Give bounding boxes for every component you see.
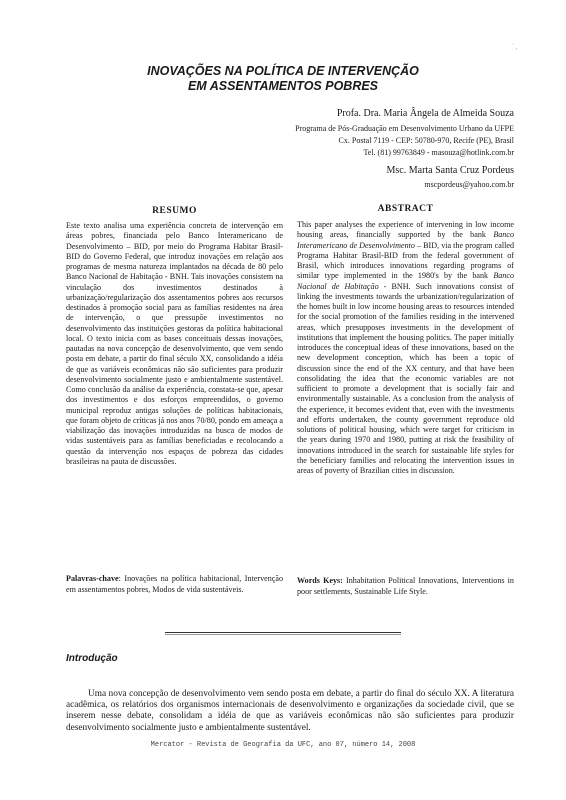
author-2-block: [214, 165, 514, 190]
title-line-2: EM ASSENTAMENTOS POBRES: [187, 79, 379, 93]
abstract-keywords: [297, 576, 514, 597]
abstract-section: [297, 204, 514, 476]
abstract-text: [297, 220, 514, 476]
abstract-text-italic-1: Banco Interamericano de Desenvolvimento: [297, 230, 514, 250]
introduction-heading: Introdução: [66, 653, 118, 664]
resumo-heading: RESUMO: [152, 206, 197, 216]
author-1-contact: Tel. (81) 99763849 - masouza@hotlink.com.br: [363, 148, 514, 157]
title-line-1: INOVAÇÕES NA POLÍTICA DE INTERVENÇÃO: [147, 64, 419, 78]
page-mark: ´ ¸: [512, 44, 518, 50]
resumo-text: Este texto analisa uma experiência concreta de intervenção em áreas pobres, financiada pelo Banco Interamericano de Desenvolvimento – BID, por meio do Programa Habitar Brasil-BID do Governo Federal, que introduz inovações em relação aos programas de mesma natureza implantados na década de 80 pelo Banco Nacional de Habitação - BNH. Tais inovações consistem na vinculação dos investimentos destinados à urbanização/regularização dos assentamentos pobres aos recursos destinados à promoção social para as famílias residentes na área de intervenção, o que pressupõe investimentos no desenvolvimento das instituições gestoras da política habitacional local. O texto inicia com as bases conceituais dessas inovações, pautadas na nova concepção de desenvolvimento, que vem sendo posta em debate, a partir do final século XX, consolidando a idéia de que as variáveis econômicas não são suficientes para produzir desenvolvimento socialmente justo e ambientalmente sustentável. Como conclusão da análise da experiência, constata-se que, apesar dos investimentos e dos esforços empreendidos, o governo municipal reproduz antigas soluções de políticas habitacionais, que foram objeto de críticas já nos anos 70/80, pondo em ameaça a viabilização das inovações introduzidas na busca de modos de vidas sustentáveis para as famílias beneficiadas e recolocando a questão da intervenção nos espaços de pobreza das cidades brasileiras na pauta de discussões.: [66, 221, 283, 466]
abstract-keywords-text: Inhabitation Political Innovations, Interventions in poor settlements, Sustainable Life Style.: [297, 576, 514, 596]
author-1-name: Profa. Dra. Maria Ângela de Almeida Souza: [336, 108, 514, 119]
abstract-keywords-label: Words Keys:: [297, 576, 343, 585]
resumo-section: [66, 206, 283, 467]
author-1-address: Cx. Postal 7119 - CEP: 50780-970, Recife (PE), Brasil: [338, 136, 514, 145]
abstract-text-italic-2: Banco Nacional de Habitação: [297, 271, 514, 291]
article-title: [60, 64, 506, 94]
abstract-text-part-2: – BID, via the program called Programa Habitar Brasil-BID from the federal government of Brasil, which introduces innovations regarding programs of similar type implemented in the 1980's by the bank: [297, 240, 514, 281]
resumo-keywords-text: : Inovações na política habitacional, Intervenção em assentamentos pobres, Modos de vida sustentáveis.: [66, 574, 283, 594]
resumo-keywords-label: Palavras-chave: [66, 574, 119, 583]
abstract-text-part-3: - BNH. Such innovations consist of linking the investments towards the urbanization/regularization of the homes built in low income housing areas to resources intended for the social promotion of the families residing in the intervened areas, which presupposes investments in the development of institutions that implement the housing politics. The paper initially introduces the conceptual ideas of these innovations, based on the new development conception, which has been a topic of discussion since the end of the XX century, and that have been consolidating the idea that the economic variables are not sufficient to promote a development that is socially fair and environmentally sustainable. As a conclusion from the analysis of the experience, it becomes evident that, even with the investments and efforts undertaken, the county government reproduce old solutions of political housing, which were target for criticism in the years during 1970 and 1980, putting at risk the feasibility of innovations introduced in the search for sustainable life styles for the beneficiary families and relocating the intervention issues in areas of poverty of Brazilian cities in discussion.: [297, 281, 515, 475]
author-2-name: Msc. Marta Santa Cruz Pordeus: [386, 165, 514, 176]
journal-footer: Mercator - Revista de Geografia da UFC, ano 07, número 14, 2008: [150, 741, 416, 749]
section-divider: [165, 632, 401, 635]
introduction-text: Uma nova concepção de desenvolvimento vem sendo posta em debate, a partir do final do século XX. A literatura acadêmica, os relatórios dos organismos internacionais de desenvolvimento e organizações da sociedade civil, que se inserem nesse debate, consolidam a idéia de que as variáveis econômicas não são suficientes para produzir desenvolvimento socialmente justo e ambientalmente sustentável.: [66, 689, 514, 733]
abstract-heading: ABSTRACT: [377, 204, 434, 214]
author-1-affiliation: Programa de Pós-Graduação em Desenvolvimento Urbano da UFPE: [295, 124, 514, 133]
resumo-keywords: [66, 574, 283, 595]
abstract-text-part-1: This paper analyses the experience of intervening in low income housing areas, financially supported by the bank: [297, 220, 514, 240]
author-2-email: mscpordeus@yahoo.com.br: [424, 180, 514, 189]
author-1-block: [184, 108, 514, 158]
